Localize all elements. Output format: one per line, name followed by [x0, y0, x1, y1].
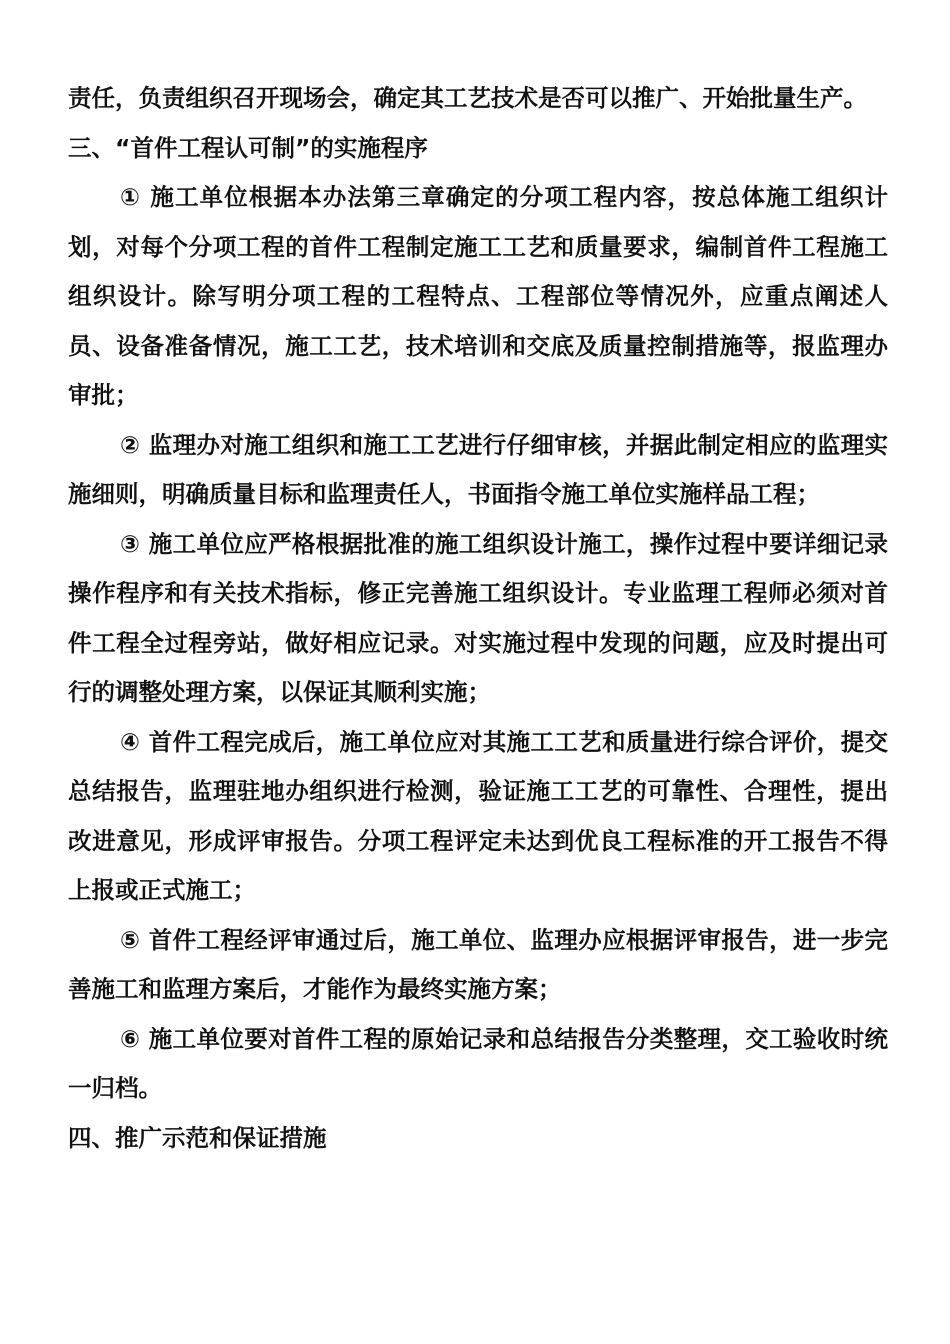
step-1-paragraph: ① 施工单位根据本办法第三章确定的分项工程内容，按总体施工组织计划，对每个分项工程的首件工程制定施工工艺和质量要求，编制首件工程施工组织设计。除写明分项工程的工程特点、工程部位等情况外，应重点阐述人员、设备准备情况，施工工艺，技术培训和交底及质量控制措施等，报监理办审批； [68, 183, 888, 409]
section-heading-3: 三、“首件工程认可制”的实施程序 [68, 133, 428, 162]
step-6-paragraph: ⑥ 施工单位要对首件工程的原始记录和总结报告分类整理，交工验收时统一归档。 [68, 1024, 888, 1102]
paragraph-continuation: 责任，负责组织召开现场会，确定其工艺技术是否可以推广、开始批量生产。 [68, 84, 867, 112]
step-5-paragraph: ⑤ 首件工程经评审通过后，施工单位、监理办应根据评审报告，进一步完善施工和监理方案后，才能作为最终实施方案； [68, 925, 888, 1003]
step-4-paragraph: ④ 首件工程完成后，施工单位应对其施工工艺和质量进行综合评价，提交总结报告，监理驻地办组织进行检测，验证施工工艺的可靠性、合理性，提出改进意见，形成评审报告。分项工程评定未达到优良工程标准的开工报告不得上报或正式施工； [68, 727, 888, 904]
step-3-paragraph: ③ 施工单位应严格根据批准的施工组织设计施工，操作过程中要详细记录操作程序和有关技术指标，修正完善施工组织设计。专业监理工程师必须对首件工程全过程旁站，做好相应记录。对实施过程中发现的问题，应及时提出可行的调整处理方案，以保证其顺利实施； [68, 529, 888, 706]
document-body [68, 74, 888, 1163]
section-heading-4: 四、推广示范和保证措施 [68, 1123, 327, 1152]
step-2-paragraph: ② 监理办对施工组织和施工工艺进行仔细审核，并据此制定相应的监理实施细则，明确质量目标和监理责任人，书面指令施工单位实施样品工程； [68, 430, 888, 508]
